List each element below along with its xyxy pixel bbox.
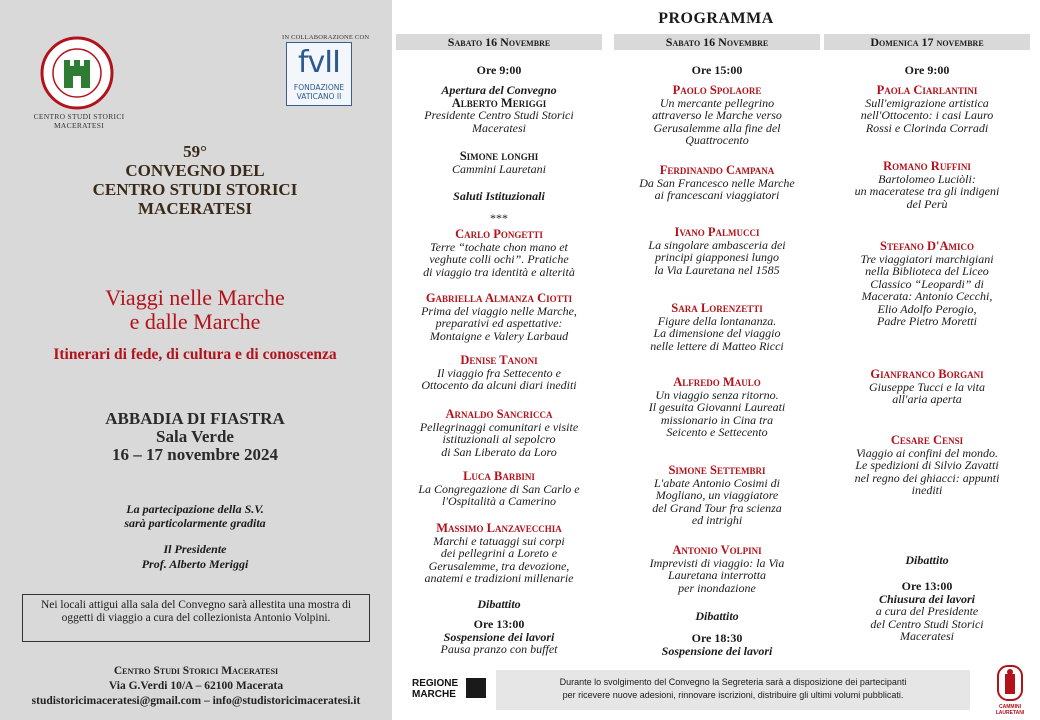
exhibition-notice: Nei locali attigui alla sala del Convegno sarà allestita una mostra di oggetti di viaggio a cura del collezionista Antonio Volpini.	[22, 594, 370, 642]
fvii-logo	[286, 42, 352, 106]
talk-block: Cesare Censi Viaggio ai confini del mondo. Le spedizioni di Silvio Zavatti nel regno dei ghiacci: appunti inediti	[854, 433, 1000, 497]
segreteria-notice: Durante lo svolgimento del Convegno la Segreteria sarà a disposizione dei partecipanti per ricevere nuove adesioni, rinnovare iscrizioni, distribuire gli ultimi volumi pubblicati.	[496, 670, 970, 710]
collab-label: IN COLLABORAZIONE CON	[282, 34, 370, 41]
talk-block: Ivano Palmucci La singolare ambasceria dei principi giapponesi lungo la Via Lauretana nel 1585	[648, 225, 786, 277]
program-column-saturday-morning	[396, 34, 602, 664]
regione-marche-logo	[412, 676, 486, 706]
program-column-sunday	[824, 34, 1030, 664]
column-header: Sabato 16 Novembre	[396, 34, 602, 50]
program-column-saturday-afternoon	[614, 34, 820, 664]
centro-studi-logo-icon	[40, 36, 114, 110]
opening-block: Apertura del Convegno Alberto Meriggi Presidente Centro Studi Storici Maceratesi	[424, 83, 574, 135]
talk-block: Gianfranco Borgani Giuseppe Tucci e la vita all'aria aperta	[869, 367, 985, 406]
session-end: Ore 18:30 Sospensione dei lavori	[661, 631, 773, 658]
column-header: Sabato 16 Novembre	[614, 34, 820, 50]
talk-block: Ferdinando Campana Da San Francesco nelle Marche ai francescani viaggiatori	[639, 163, 795, 202]
talk-block: Luca Barbini La Congregazione di San Carlo e l'Ospitalità a Camerino	[418, 469, 580, 508]
regione-marche-text: REGIONE MARCHE	[412, 678, 459, 700]
dibattito-label: Dibattito	[695, 609, 739, 623]
talk-block: Romano Ruffini Bartolomeo Luciòli: un maceratese tra gli indigeni del Perù	[854, 159, 1000, 211]
column-header: Domenica 17 novembre	[824, 34, 1030, 50]
convegno-heading: 59° CONVEGNO DEL CENTRO STUDI STORICI MACERATESI	[92, 142, 298, 218]
speaker-block: Simone longhi Cammini Lauretani	[452, 149, 546, 176]
dibattito-label: Dibattito	[905, 553, 949, 567]
regione-marche-icon	[466, 678, 486, 698]
talk-block: Stefano D'Amico Tre viaggiatori marchigiani nella Biblioteca del Liceo Classico “Leopardi” di Macerata: Antonio Cecchi, Elio Adolfo Perogio, Padre Pietro Moretti	[860, 239, 994, 328]
session-time: Ore 15:00	[691, 63, 743, 77]
saluti-label: Saluti Istituzionali	[453, 189, 545, 203]
invitation-text: La partecipazione della S.V. sarà particolarmente gradita	[124, 502, 266, 530]
president-signature: Il Presidente Prof. Alberto Meriggi	[141, 542, 249, 571]
contact-footer: Centro Studi Storici Maceratesi Via G.Verdi 10/A – 62100 Macerata studistoricimaceratesi@gmail.com – info@studistoricimaceratesi.it	[31, 665, 361, 707]
session-end: Ore 13:00 Sospensione dei lavori Pausa pranzo con buffet	[440, 617, 558, 656]
talk-block: Arnaldo Sancricca Pellegrinaggi comunitari e visite istituzionali al sepolcro di San Liberato da Loro	[419, 407, 579, 459]
talk-block: Sara Lorenzetti Figure della lontananza. La dimensione del viaggio nelle lettere di Matteo Ricci	[650, 301, 784, 353]
talk-block: Gabriella Almanza Ciotti Prima del viaggio nelle Marche, preparativi ed aspettative: Montaigne e Valery Larbaud	[421, 291, 577, 343]
program-title: PROGRAMMA	[658, 10, 774, 27]
talk-block: Denise Tanoni Il viaggio fra Settecento e Ottocento da alcuni diari inediti	[421, 353, 577, 392]
talk-block: Simone Settembri L'abate Antonio Cosimi di Mogliano, un viaggiatore del Grand Tour fra scienza ed intrighi	[652, 463, 782, 527]
event-subtitle: Itinerari di fede, di cultura e di conoscenza	[53, 346, 337, 363]
dibattito-label: Dibattito	[477, 597, 521, 611]
talk-block: Massimo Lanzavecchia Marchi e tatuaggi sui corpi dei pellegrini a Loreto e Gerusalemme, tra devozione, anatemi e tradizioni millenarie	[424, 521, 574, 585]
session-end: Ore 13:00 Chiusura dei lavori a cura del Presidente del Centro Studi Storici Maceratesi	[870, 579, 984, 643]
fvii-subtitle: FONDAZIONE VATICANO II	[293, 83, 345, 101]
left-panel	[0, 0, 392, 720]
separator-stars: ***	[490, 211, 508, 225]
logo-caption: CENTRO STUDI STORICI MACERATESI	[33, 112, 125, 130]
venue-block: ABBADIA DI FIASTRA Sala Verde 16 – 17 novembre 2024	[105, 409, 285, 464]
session-time: Ore 9:00	[904, 63, 950, 77]
program-panel	[392, 0, 1040, 720]
cammini-lauretani-logo	[988, 662, 1032, 716]
talk-block: Carlo Pongetti Terre “tochate chon mano et veghute colli ochi”. Pratiche di viaggio tra identità e alterità	[423, 227, 575, 279]
cammini-caption: CAMMINI LAURETANI	[995, 704, 1025, 716]
fvii-title: fvII	[297, 45, 340, 80]
talk-block: Paola Ciarlantini Sull'emigrazione artistica nell'Ottocento: i casi Lauro Rossi e Clorinda Corradi	[860, 83, 994, 135]
session-time: Ore 9:00	[476, 63, 522, 77]
event-title: Viaggi nelle Marche e dalle Marche	[105, 285, 285, 334]
talk-block: Paolo Spolaore Un mercante pellegrino attraverso le Marche verso Gerusalemme alla fine del Quattrocento	[652, 83, 782, 147]
talk-block: Antonio Volpini Imprevisti di viaggio: la Via Lauretana interrotta per inondazione	[649, 543, 785, 595]
talk-block: Alfredo Maulo Un viaggio senza ritorno. Il gesuita Giovanni Laureati missionario in Cina tra Seicento e Settecento	[648, 375, 786, 439]
cammini-lauretani-icon	[988, 662, 1032, 704]
